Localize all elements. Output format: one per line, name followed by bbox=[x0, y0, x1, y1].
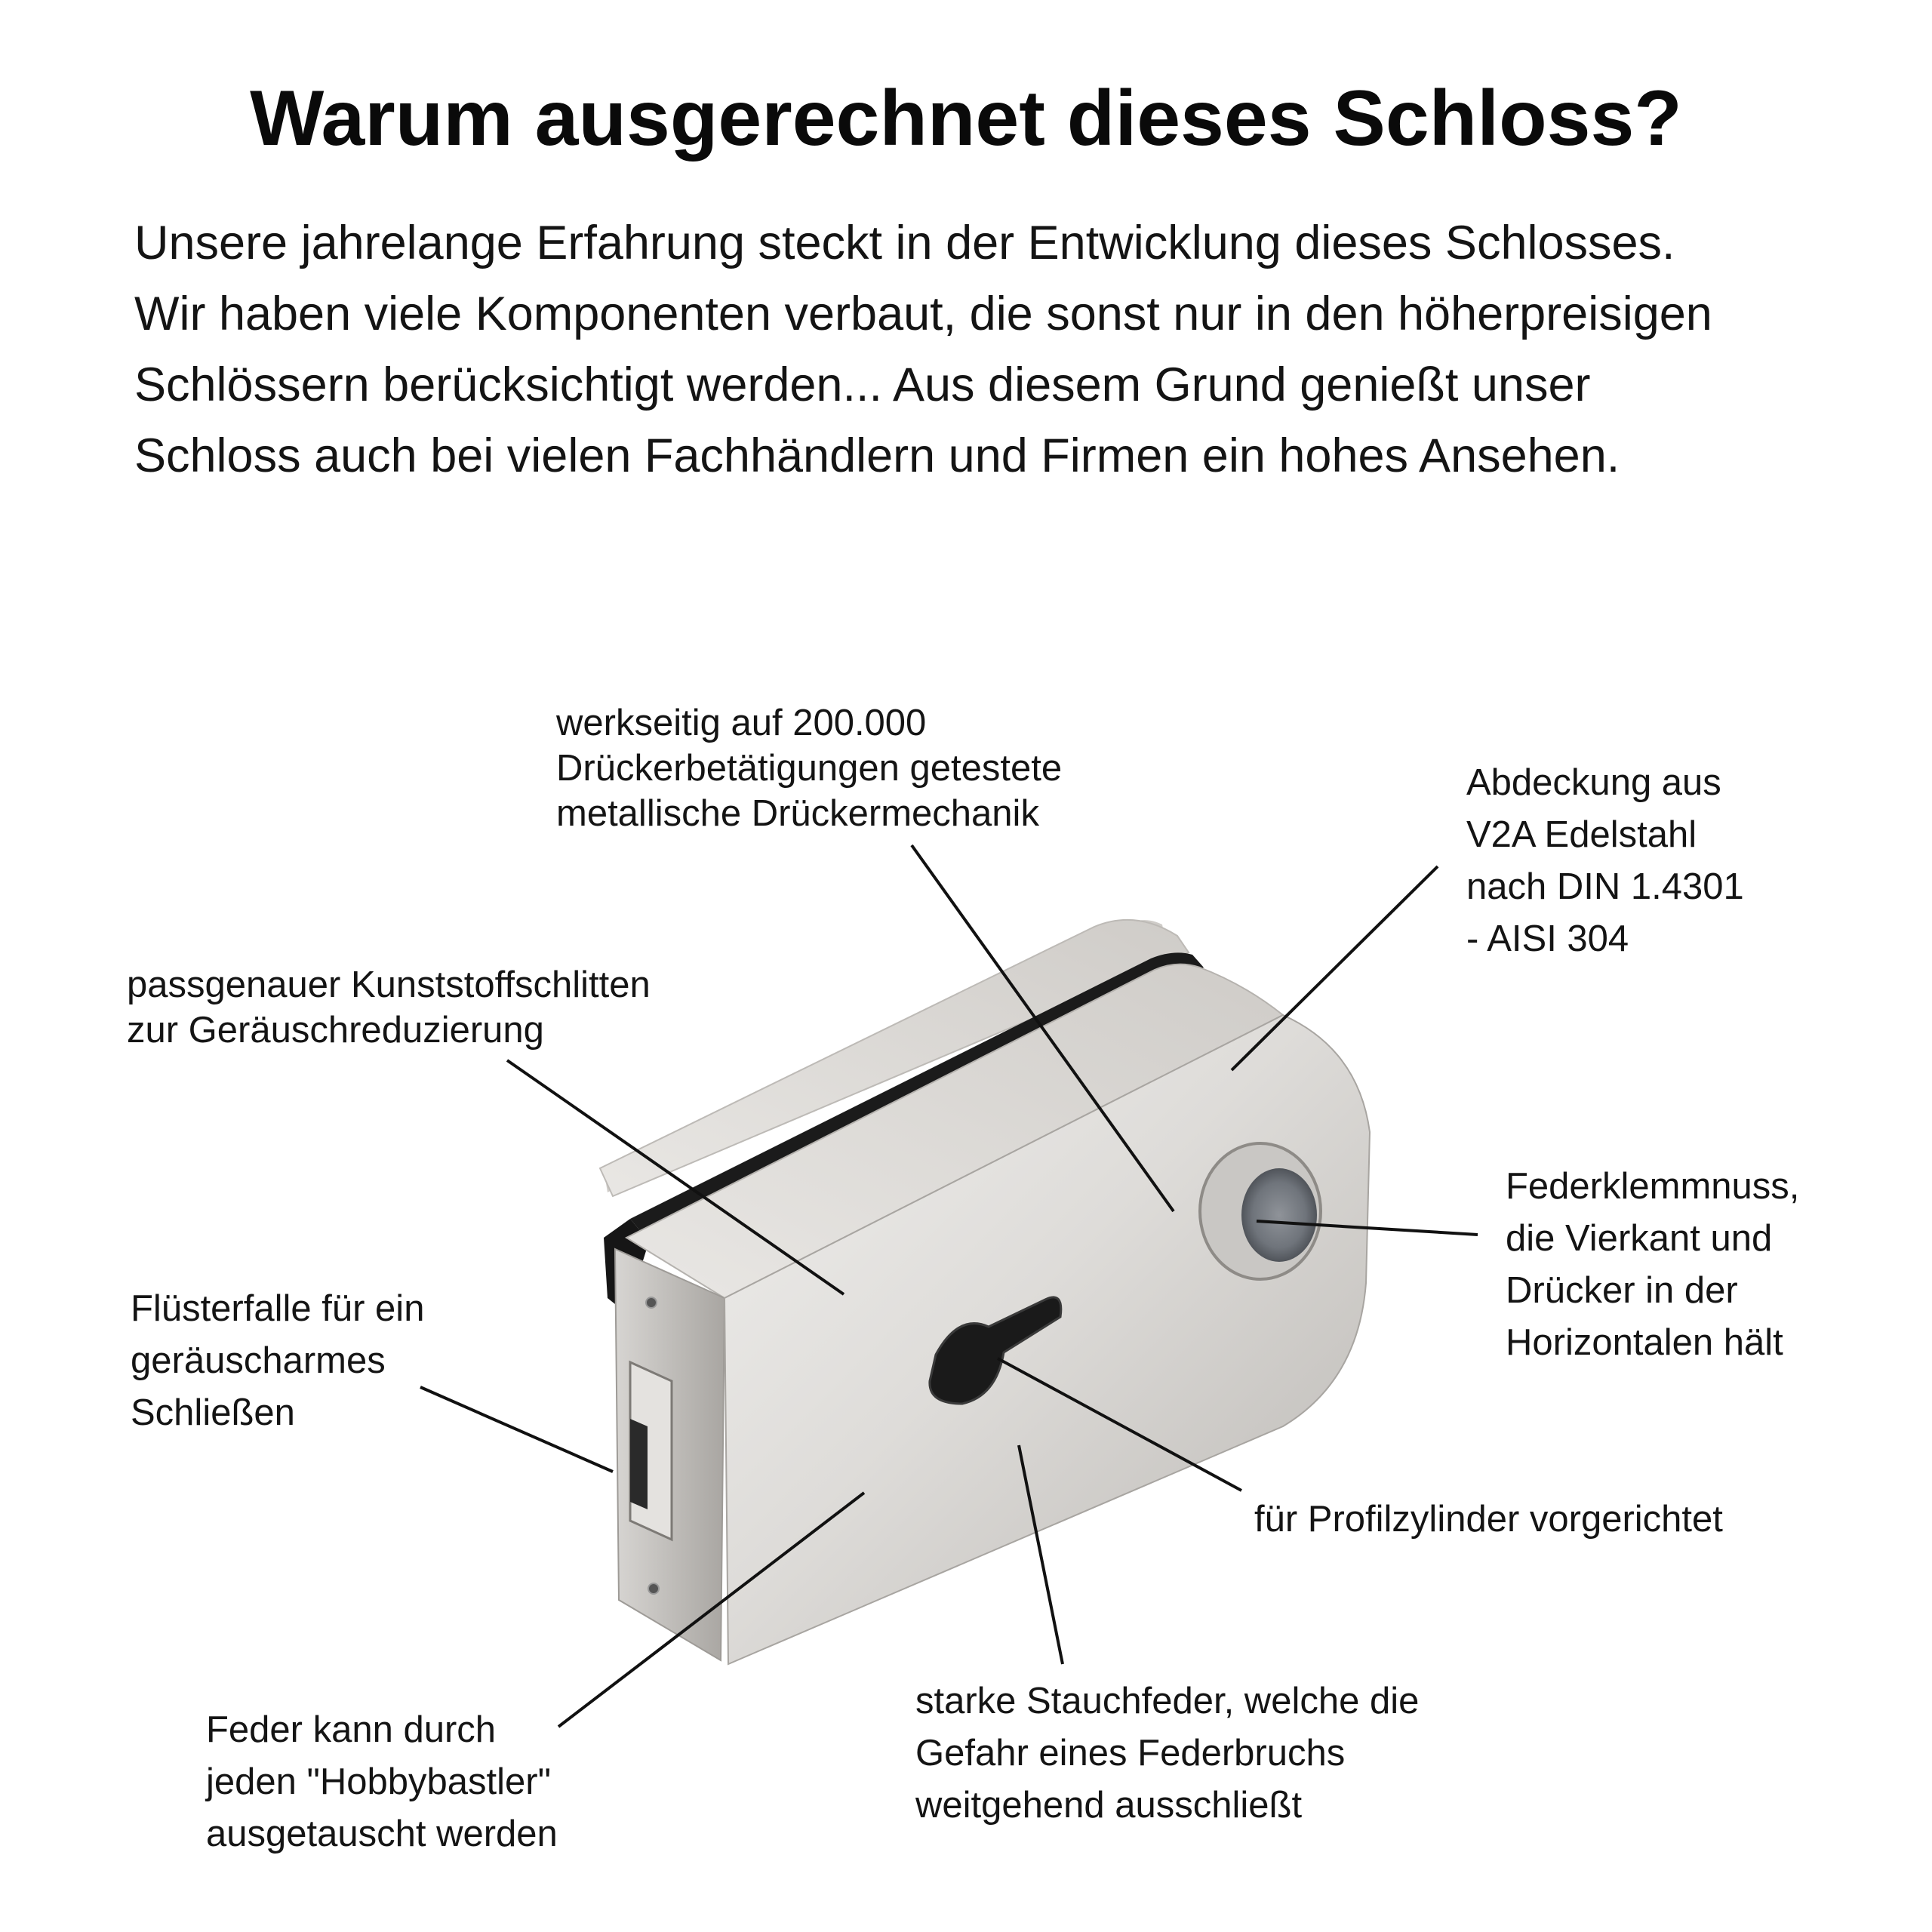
leader-line-fluesterfalle bbox=[420, 1387, 613, 1472]
leader-line-abdeckung bbox=[1232, 866, 1438, 1070]
callout-fluesterfalle: Flüsterfalle für ein geräuscharmes Schließen bbox=[131, 1288, 425, 1433]
page-title: Warum ausgerechnet dieses Schloss? bbox=[250, 75, 1682, 162]
intro-line: Wir haben viele Komponenten verbaut, die sonst nur in den höherpreisigen bbox=[134, 288, 1712, 340]
leader-line-profilzylinder bbox=[998, 1358, 1241, 1491]
intro-line: Schloss auch bei vielen Fachhändlern und Firmen ein hohes Ansehen. bbox=[134, 429, 1620, 482]
callout-mechanik: werkseitig auf 200.000 Drückerbetätigungen getestete metallische Drückermechanik bbox=[556, 703, 1063, 834]
callout-abdeckung: Abdeckung aus V2A Edelstahl nach DIN 1.4301 - AISI 304 bbox=[1466, 762, 1744, 959]
intro-line: Schlössern berücksichtigt werden... Aus diesem Grund genießt unser bbox=[134, 358, 1591, 411]
leader-line-federklemmnuss bbox=[1257, 1221, 1478, 1235]
callout-profilzylinder: für Profilzylinder vorgerichtet bbox=[1254, 1499, 1723, 1540]
callout-stauchfeder: starke Stauchfeder, welche die Gefahr eines Federbruchs weitgehend ausschließt bbox=[915, 1681, 1420, 1826]
callout-schlitten: passgenauer Kunststoffschlitten zur Geräuschreduzierung bbox=[127, 964, 651, 1051]
intro-line: Unsere jahrelange Erfahrung steckt in der Entwicklung dieses Schlosses. bbox=[134, 217, 1675, 269]
leader-line-schlitten bbox=[507, 1060, 844, 1294]
leader-line-mechanik bbox=[912, 845, 1174, 1211]
leader-line-feder bbox=[558, 1493, 864, 1727]
callout-feder: Feder kann durch jeden "Hobbybastler" ausgetauscht werden bbox=[206, 1709, 558, 1854]
callout-federklemmnuss: Federklemmnuss, die Vierkant und Drücker in der Horizontalen hält bbox=[1506, 1166, 1800, 1363]
leader-line-stauchfeder bbox=[1019, 1445, 1063, 1664]
